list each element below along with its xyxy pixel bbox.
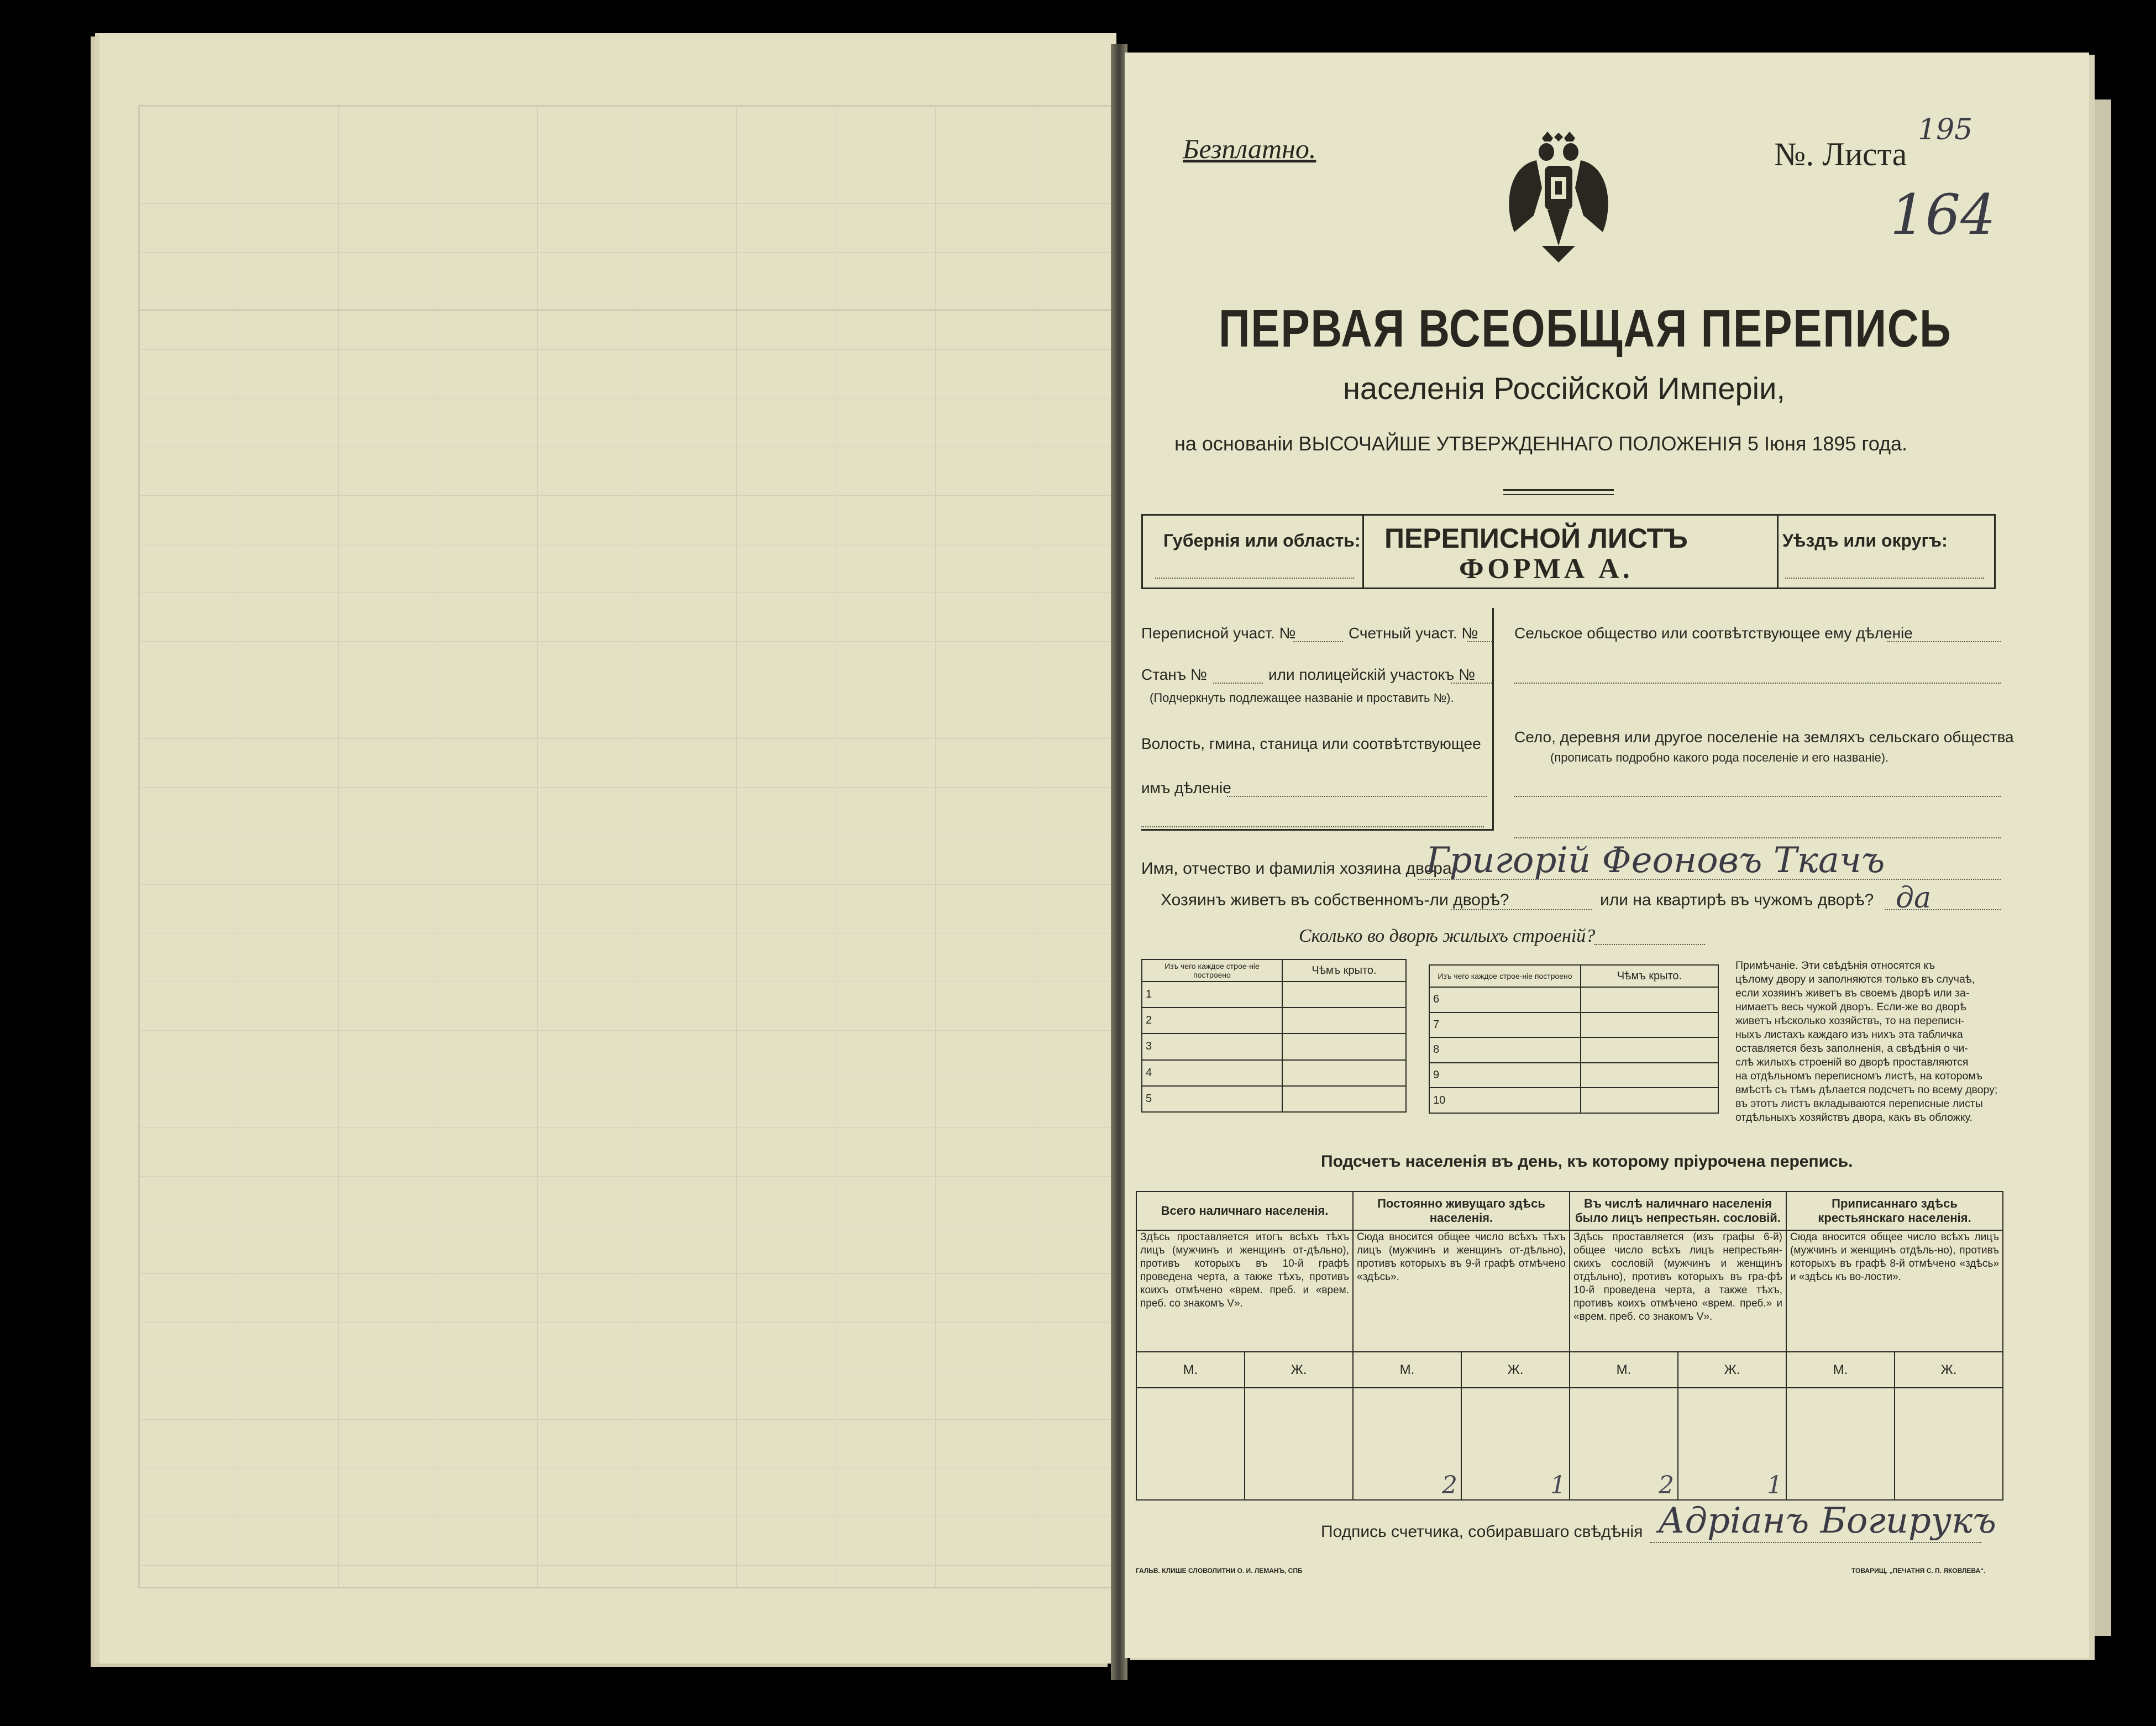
- note-line: отдѣльныхъ хозяйствъ двора, какъ въ обложку.: [1735, 1111, 1973, 1124]
- lives-own-field[interactable]: [1451, 909, 1592, 910]
- ornament-divider: [1503, 489, 1614, 495]
- female-count-cell[interactable]: 1: [1461, 1388, 1570, 1500]
- note-line: оставляется безъ заполненія, а свѣдѣнія о чи-: [1735, 1042, 1968, 1055]
- note-line: нимаетъ весь чужой дворъ. Если-же во дворѣ: [1735, 1001, 1966, 1013]
- left-page-divider: [138, 309, 1111, 311]
- male-count-cell[interactable]: 2: [1353, 1388, 1461, 1500]
- note-line: въ этотъ листъ вкладываются переписные листы: [1735, 1098, 1983, 1110]
- fields-divider: [1492, 608, 1494, 829]
- note-line: слѣ жилыхъ строеній во дворѣ проставляются: [1735, 1056, 1969, 1068]
- row-number: 7: [1429, 1012, 1581, 1038]
- row-number: 8: [1429, 1037, 1581, 1063]
- main-title: ПЕРВАЯ ВСЕОБЩАЯ ПЕРЕПИСЬ: [1219, 299, 1952, 358]
- note-line: ныхъ листахъ каждаго изъ нихъ эта табличка: [1735, 1029, 1963, 1041]
- note-line: если хозяинъ живетъ въ своемъ дворѣ или за-: [1735, 987, 1970, 999]
- count-column-header: Приписаннаго здѣсь крестьянскаго населенія.: [1786, 1192, 2003, 1230]
- female-header: Ж.: [1461, 1352, 1570, 1388]
- row-number: 4: [1142, 1060, 1282, 1086]
- count-column-description: Здѣсь проставляется итогъ всѣхъ тѣхъ лицъ (мужчинъ и женщинъ от-дѣльно), противъ которыхъ въ 10-й графѣ проведена черта, а также тѣхъ, противъ коихъ отмѣчено «врем. преб. и «врем. преб. со знакомъ V».: [1136, 1230, 1353, 1352]
- owner-value: Григорій Феоновъ Ткачъ: [1426, 840, 1885, 881]
- form-title: ФОРМА А.: [1459, 553, 1633, 585]
- district-label: Уѣздъ или округъ:: [1782, 531, 1948, 550]
- female-header: Ж.: [1895, 1352, 2003, 1388]
- village-field[interactable]: [1514, 796, 2001, 797]
- row-number: 6: [1429, 987, 1581, 1012]
- male-header: М.: [1570, 1352, 1678, 1388]
- material-header: Изъ чего каждое строе-ніе построено: [1429, 965, 1581, 987]
- rural-society-field[interactable]: [1887, 641, 2001, 642]
- volost-field[interactable]: [1227, 796, 1487, 797]
- male-count-cell[interactable]: 2: [1570, 1388, 1678, 1500]
- roof-header: Чѣмъ крыто.: [1282, 959, 1406, 982]
- village-field-2[interactable]: [1514, 837, 2001, 838]
- owner-field[interactable]: [1418, 879, 2001, 880]
- imperial-eagle-icon: [1503, 127, 1614, 265]
- row-number: 2: [1142, 1008, 1282, 1033]
- corner-number: 164: [1890, 182, 1996, 247]
- rural-society-field-2[interactable]: [1514, 683, 2001, 684]
- basis-line: на основаніи ВЫСОЧАЙШЕ УТВЕРЖДЕННАГО ПОЛОЖЕНІЯ 5 Іюня 1895 года.: [1174, 432, 1908, 455]
- stan-label: Станъ №: [1141, 666, 1208, 683]
- left-page-grid: [138, 105, 1113, 1588]
- province-label: Губернія или область:: [1163, 531, 1361, 550]
- village-note: (прописать подробно какого рода поселеніе и его названіе).: [1550, 751, 1889, 764]
- sheet-number-label: №. Листа: [1774, 136, 1907, 172]
- page-stack-edge: [2089, 99, 2111, 1636]
- sheet-title: ПЕРЕПИСНОЙ ЛИСТЪ: [1384, 523, 1688, 554]
- male-header: М.: [1353, 1352, 1461, 1388]
- count-column-description: Сюда вносится общее число всѣхъ лицъ (мужчинъ и женщинъ отдѣль-но), противъ которыхъ въ графѣ 8-й отмѣчено «здѣсь» и «здѣсь къ во-лости».: [1786, 1230, 2003, 1352]
- buildings-table-right: [1429, 964, 1719, 1114]
- count-title: Подсчетъ населенія въ день, къ которому пріурочена перепись.: [1321, 1152, 1853, 1171]
- rent-field[interactable]: [1885, 909, 2001, 910]
- counting-area-field[interactable]: [1467, 641, 1492, 642]
- note-line: живетъ нѣсколько хозяйствъ, то на переписн-: [1735, 1015, 1965, 1027]
- buildings-question: Сколько во дворѣ жилыхъ строеній?: [1299, 926, 1596, 946]
- form-header-divider-left: [1362, 514, 1364, 589]
- rural-society-label: Сельское общество или соотвѣтствующее ему дѣленіе: [1514, 625, 1913, 642]
- row-number: 3: [1142, 1033, 1282, 1059]
- counting-area-label: Счетный участ. №: [1349, 625, 1478, 642]
- count-column-header: Въ числѣ наличнаго населенія было лицъ непрестьян. сословій.: [1570, 1192, 1786, 1230]
- male-header: М.: [1786, 1352, 1895, 1388]
- census-area-field[interactable]: [1293, 641, 1343, 642]
- count-column-header: Постоянно живущаго здѣсь населенія.: [1353, 1192, 1570, 1230]
- note-block: [1735, 959, 2001, 1125]
- volost-label-2: имъ дѣленіе: [1141, 779, 1231, 796]
- signature-label: Подпись счетчика, собиравшаго свѣдѣнія: [1321, 1523, 1643, 1541]
- sheet-number-value: 195: [1918, 113, 1973, 146]
- census-area-label: Переписной участ. №: [1141, 625, 1296, 642]
- note-line: цѣлому двору и заполняются только въ случаѣ,: [1735, 973, 1975, 985]
- count-column-description: Здѣсь проставляется (изъ графы 6-й) общее число всѣхъ лицъ непрестьян-скихъ сословій (мужчинъ и женщинъ отдѣльно), противъ которыхъ въ гра-фѣ 10-й проведена черта, а также тѣхъ, противъ коихъ отмѣчено «врем. преб.» и «врем. преб. со знакомъ V».: [1570, 1230, 1786, 1352]
- subtitle: населенія Россійской Имперіи,: [1343, 371, 1785, 406]
- village-label: Село, деревня или другое поселеніе на земляхъ сельскаго общества: [1514, 728, 2014, 746]
- row-number: 9: [1429, 1063, 1581, 1088]
- count-column-header: Всего наличнаго населенія.: [1136, 1192, 1353, 1230]
- note-line: Примѣчаніе. Эти свѣдѣнія относятся къ: [1735, 959, 1935, 972]
- note-line: на отдѣльномъ переписномъ листѣ, на которомъ: [1735, 1070, 1982, 1082]
- male-header: М.: [1136, 1352, 1245, 1388]
- buildings-count-field[interactable]: [1594, 944, 1705, 945]
- signature-field[interactable]: [1650, 1542, 1981, 1543]
- male-count-cell[interactable]: [1136, 1388, 1245, 1500]
- row-number: 10: [1429, 1088, 1581, 1113]
- row-number: 5: [1142, 1086, 1282, 1112]
- rent-label: или на квартирѣ въ чужомъ дворѣ?: [1600, 891, 1874, 909]
- roof-header: Чѣмъ крыто.: [1581, 965, 1718, 987]
- male-count-cell[interactable]: [1786, 1388, 1895, 1500]
- district-field[interactable]: [1785, 578, 1984, 579]
- note-line: вмѣстѣ съ тѣмъ дѣлается подсчетъ по всему двору;: [1735, 1084, 1998, 1096]
- owner-label: Имя, отчество и фамилія хозяина двора: [1141, 859, 1452, 878]
- population-count-table: [1136, 1191, 2003, 1501]
- form-header-divider-right: [1777, 514, 1779, 589]
- signature-value: Адріанъ Богирукъ: [1658, 1501, 1996, 1541]
- female-header: Ж.: [1245, 1352, 1353, 1388]
- female-header: Ж.: [1678, 1352, 1786, 1388]
- province-field[interactable]: [1155, 578, 1354, 579]
- printer-right: ТОВАРИЩ. „ПЕЧАТНЯ С. П. ЯКОВЛЕВА“.: [1851, 1567, 1986, 1575]
- underline-note: (Подчеркнуть подлежащее названіе и проставить №).: [1150, 691, 1454, 705]
- fields-bottom-line: [1141, 829, 1494, 831]
- stan-field[interactable]: [1213, 683, 1263, 684]
- material-header: Изъ чего каждое строе-ніе построено: [1142, 959, 1282, 982]
- female-count-cell[interactable]: 1: [1678, 1388, 1786, 1500]
- free-label: Безплатно.: [1183, 133, 1316, 164]
- female-count-cell[interactable]: [1895, 1388, 2003, 1500]
- count-column-description: Сюда вносится общее число всѣхъ тѣхъ лицъ (мужчинъ и женщинъ от-дѣльно), противъ которыхъ въ 9-й графѣ отмѣчено «здѣсь».: [1353, 1230, 1570, 1352]
- row-number: 1: [1142, 982, 1282, 1008]
- printer-left: ГАЛЬВ. КЛИШЕ СЛОВОЛИТНИ О. И. ЛЕМАНЪ, СПБ: [1136, 1567, 1303, 1575]
- buildings-table-left: [1141, 959, 1407, 1113]
- police-area-label: или полицейскій участокъ №: [1268, 666, 1476, 683]
- police-area-field[interactable]: [1451, 683, 1492, 684]
- volost-field-2[interactable]: [1141, 826, 1484, 827]
- lives-own-label: Хозяинъ живетъ въ собственномъ-ли дворѣ?: [1161, 891, 1509, 909]
- rent-value: да: [1896, 882, 1931, 915]
- female-count-cell[interactable]: [1245, 1388, 1353, 1500]
- volost-label: Волость, гмина, станица или соотвѣтствующее: [1141, 735, 1481, 752]
